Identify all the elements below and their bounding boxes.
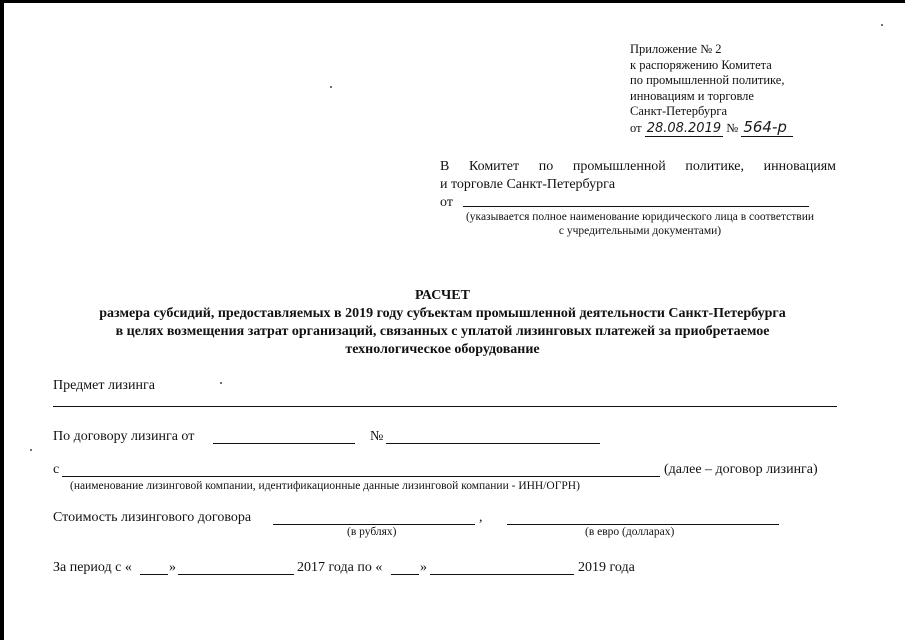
- handwritten-date: 28.08.2019: [646, 120, 722, 136]
- cost-rubles-field[interactable]: [273, 524, 475, 525]
- scan-speck: [30, 449, 32, 451]
- cost-euro-field[interactable]: [507, 524, 779, 525]
- cost-label: Стоимость лизингового договора: [53, 510, 252, 525]
- appendix-line: Санкт-Петербурга: [630, 104, 728, 118]
- addressee-block: [440, 158, 836, 212]
- leasing-subject-field[interactable]: [53, 406, 837, 407]
- appendix-line: к распоряжению Комитета: [630, 57, 772, 72]
- contract-number-label: №: [370, 429, 384, 444]
- with-label: с: [53, 462, 60, 477]
- period-year1: 2017 года по «: [297, 560, 383, 575]
- page-edge-top: [0, 0, 905, 3]
- number-prefix: №: [726, 120, 739, 135]
- period-end-day-field[interactable]: [391, 574, 419, 575]
- contract-label: По договору лизинга от: [53, 429, 195, 444]
- rubles-note: (в рублях): [347, 526, 397, 538]
- date-prefix: от: [630, 120, 642, 135]
- addressee-line2: и торговле Санкт-Петербурга: [440, 177, 616, 192]
- title-line2: в целях возмещения затрат организаций, связанных с уплатой лизинговых платежей за приобретаемое: [115, 324, 770, 339]
- cost-comma: ,: [479, 510, 483, 525]
- scan-speck: [330, 86, 332, 88]
- appendix-block: [630, 42, 793, 136]
- addressee-note-line2: с учредительными документами): [558, 225, 722, 237]
- period-quote1: »: [169, 560, 176, 575]
- scan-speck: [220, 382, 222, 384]
- title-line3: технологическое оборудование: [345, 342, 540, 357]
- euro-note: (в евро (долларах): [585, 526, 675, 538]
- hereinafter-label: (далее – договор лизинга): [664, 462, 818, 477]
- appendix-line: Приложение № 2: [630, 42, 722, 56]
- addressee-line1: В Комитет по промышленной политике, инновациям: [440, 159, 836, 174]
- appendix-date-line: [630, 117, 793, 137]
- contract-number-field[interactable]: [386, 443, 600, 444]
- from-label: от: [440, 195, 453, 210]
- from-field-line[interactable]: [463, 206, 809, 207]
- title-line1: размера субсидий, предоставляемых в 2019 году субъектам промышленной деятельности Санкт-Петербурга: [99, 306, 786, 321]
- scan-speck: [881, 24, 883, 26]
- handwritten-number: 564-р: [741, 118, 793, 137]
- period-start-month-field[interactable]: [178, 574, 294, 575]
- leasing-subject-label: Предмет лизинга: [53, 378, 155, 393]
- appendix-line: инновациям и торговле: [630, 88, 754, 103]
- period-end-month-field[interactable]: [430, 574, 574, 575]
- addressee-note-line1: (указывается полное наименование юридического лица в соответствии: [465, 211, 815, 223]
- page-edge-left: [0, 0, 4, 640]
- title-heading: РАСЧЕТ: [415, 288, 470, 303]
- contract-date-field[interactable]: [213, 443, 355, 444]
- period-quote2: »: [420, 560, 427, 575]
- appendix-line: по промышленной политике,: [630, 73, 785, 87]
- document-title: [40, 287, 845, 359]
- company-note: (наименование лизинговой компании, идентификационные данные лизинговой компании - ИНН/ОГРН): [70, 480, 580, 492]
- period-prefix: За период с «: [53, 560, 132, 575]
- period-start-day-field[interactable]: [140, 574, 168, 575]
- addressee-note: [440, 210, 840, 238]
- leasing-company-field[interactable]: [62, 476, 660, 477]
- period-year2: 2019 года: [578, 560, 635, 575]
